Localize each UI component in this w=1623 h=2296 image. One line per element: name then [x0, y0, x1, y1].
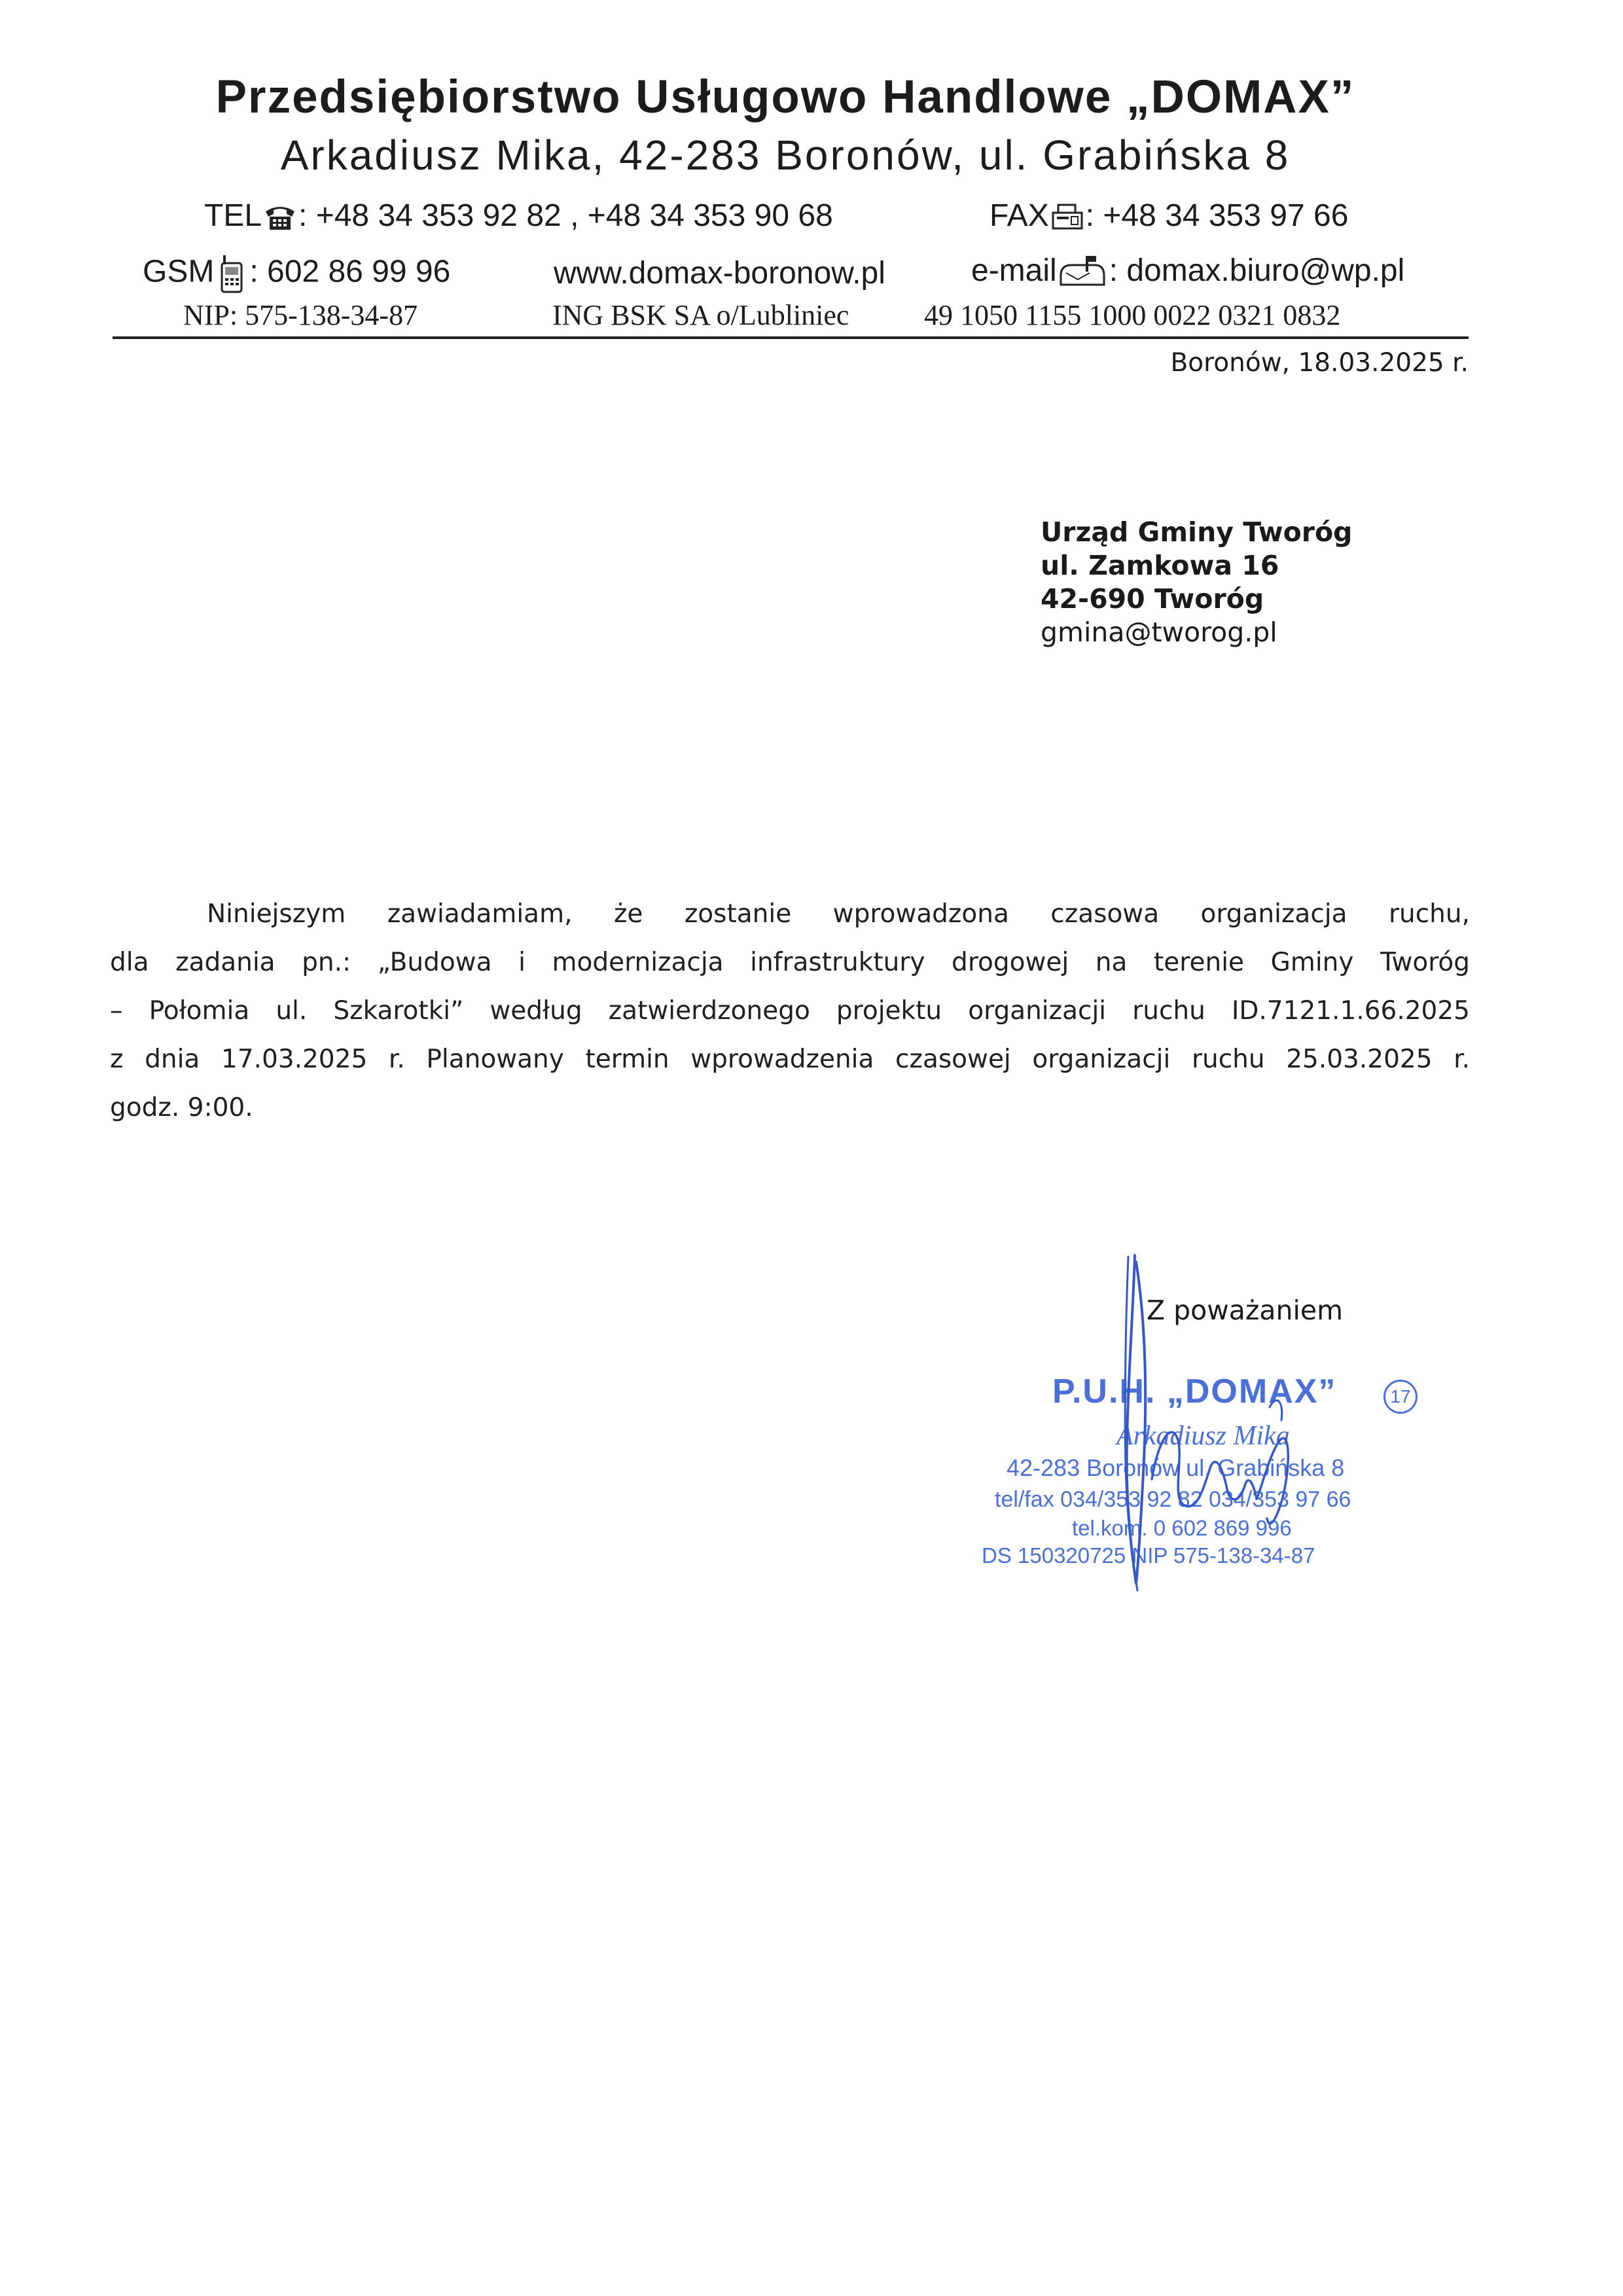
bank-name: ING BSK SA o/Lubliniec: [552, 299, 849, 331]
stamp-ids: DS 150320725 NIP 575-138-34-87: [982, 1543, 1315, 1568]
gsm-label: GSM: [143, 254, 215, 289]
owner-address: Arkadiusz Mika, 42-283 Boronów, ul. Grabińska 8: [280, 132, 1291, 179]
stamp-mobile: tel.kom. 0 602 869 996: [1072, 1516, 1292, 1540]
stamp-title: P.U.H. „DOMAX”: [1052, 1372, 1337, 1410]
company-name: Przedsiębiorstwo Usługowo Handlowe „DOMAX”: [215, 71, 1355, 123]
mobile-phone-icon: [217, 253, 247, 295]
recipient-block: [1041, 516, 1353, 649]
tel-value: : +48 34 353 92 82 , +48 34 353 90 68: [298, 198, 833, 233]
mailbox-icon: [1058, 253, 1108, 291]
stamp-telfax: tel/fax 034/353 92 82 034/353 97 66: [995, 1487, 1351, 1512]
body-line: dla zadania pn.: „Budowa i modernizacja infrastruktury drogowej na terenie Gminy Tworóg: [110, 948, 1470, 977]
body-line: godz. 9:00.: [110, 1093, 253, 1122]
fax-line: [990, 198, 1348, 234]
nip: NIP: 575-138-34-87: [183, 299, 418, 331]
stamp-address: 42-283 Boronów ul. Grabińska 8: [1007, 1454, 1345, 1481]
letter-body: [110, 890, 1470, 1132]
recipient-city: 42-690 Tworóg: [1041, 583, 1264, 615]
body-line: Niniejszym zawiadamiam, że zostanie wprowadzona czasowa organizacja ruchu,: [207, 899, 1470, 929]
closing: Z poważaniem: [1147, 1295, 1344, 1326]
phone-icon: [263, 202, 297, 232]
body-line: – Połomia ul. Szkarotki” według zatwierdzonego projektu organizacji ruchu ID.7121.1.66.2025: [110, 996, 1470, 1026]
header-divider: [113, 336, 1469, 339]
date-line: Boronów, 18.03.2025 r.: [1170, 348, 1469, 378]
fax-icon: [1050, 202, 1084, 232]
fax-value: : +48 34 353 97 66: [1085, 198, 1349, 233]
gsm-value: : 602 86 99 96: [249, 254, 451, 289]
body-line: z dnia 17.03.2025 r. Planowany termin wprowadzenia czasowej organizacji ruchu 25.03.2025 r.: [110, 1045, 1470, 1074]
bank-account: 49 1050 1155 1000 0022 0321 0832: [924, 299, 1341, 331]
fax-label: FAX: [990, 198, 1049, 233]
stamp-owner: Arkadiusz Mika: [1116, 1421, 1290, 1451]
recipient-name: Urząd Gminy Tworóg: [1041, 516, 1353, 548]
email-line: [971, 253, 1404, 291]
recipient-email[interactable]: gmina@tworog.pl: [1041, 617, 1277, 648]
website[interactable]: www.domax-boronow.pl: [554, 256, 885, 291]
tel-label: TEL: [204, 198, 262, 233]
recipient-street: ul. Zamkowa 16: [1041, 550, 1279, 581]
email-value: : domax.biuro@wp.pl: [1109, 253, 1405, 288]
tel-line: [204, 198, 833, 234]
gsm-line: [143, 253, 450, 295]
handwritten-signature: [1073, 1244, 1348, 1597]
stamp-number-badge: 17: [1383, 1380, 1418, 1414]
email-label: e-mail: [971, 253, 1057, 288]
